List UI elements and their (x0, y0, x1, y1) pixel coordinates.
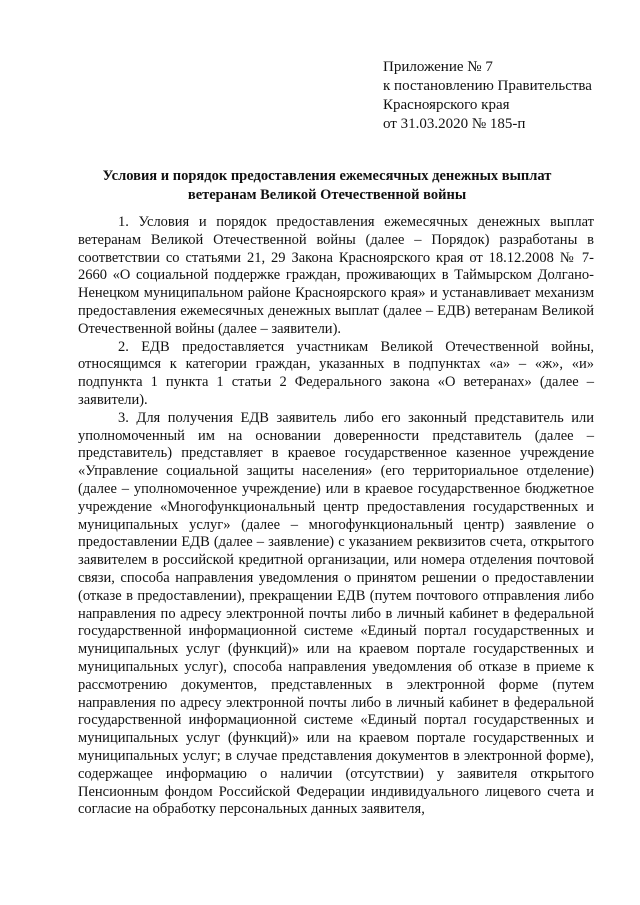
title-line-1: Условия и порядок предоставления ежемесячных денежных выплат (102, 168, 552, 184)
appendix-date: от 31.03.2020 № 185-п (383, 116, 526, 132)
appendix-reference: к постановлению Правительства (383, 78, 592, 94)
document-title (78, 167, 576, 205)
paragraph-1: 1. Условия и порядок предоставления ежемесячных денежных выплат ветеранам Великой Отечественной войны (далее – Порядок) разработаны в соответствии со статьями 21, 29 Закона Красноярского края от 18.12.2008 № 7-2660 «О социальной поддержке граждан, проживающих в Таймырском Долгано-Ненецком муниципальном районе Красноярского края» и устанавливает механизм предоставления ежемесячных денежных выплат (далее – ЕДВ) ветеранам Великой Отечественной войны (далее – заявители). (78, 214, 594, 337)
appendix-header (383, 58, 623, 134)
document-body (78, 214, 594, 819)
appendix-region: Красноярского края (383, 97, 510, 113)
appendix-number: Приложение № 7 (383, 59, 493, 75)
title-line-2: ветеранам Великой Отечественной войны (187, 187, 467, 203)
paragraph-3: 3. Для получения ЕДВ заявитель либо его законный представитель или уполномоченный им на основании доверенности представитель (далее – представитель) представляет в краевое государственное казенное учреждение «Управление социальной защиты населения» (его территориальное отделение) (далее – уполномоченное учреждение) или в краевое государственное бюджетное учреждение «Многофункциональный центр предоставления государственных и муниципальных услуг» (далее – многофункциональный центр) заявление о предоставлении ЕДВ (далее – заявление) с указанием реквизитов счета, открытого заявителем в российской кредитной организации, или номера отделения почтовой связи, способа направления уведомления о принятом решении о предоставлении (отказе в предоставлении), прекращении ЕДВ (путем почтового отправления либо направления по адресу электронной почты либо в личный кабинет в федеральной государственной информационной системе «Единый портал государственных и муниципальных услуг (функций)» или на краевом портале государственных и муниципальных услуг), способа направления уведомления об отказе в приеме к рассмотрению документов, представленных в электронной форме (путем направления по адресу электронной почты либо в личный кабинет в федеральной государственной информационной системе «Единый портал государственных и муниципальных услуг (функций)» или на краевом портале государственных и муниципальных услуг; в случае представления документов в электронной форме), содержащее информацию о наличии (отсутствии) у заявителя открытого Пенсионным фондом Российской Федерации индивидуального лицевого счета и согласие на обработку персональных данных заявителя, (78, 409, 594, 818)
paragraph-2: 2. ЕДВ предоставляется участникам Великой Отечественной войны, относящимся к категории граждан, указанных в подпунктах «а» – «ж», «и» подпункта 1 пункта 1 статьи 2 Федерального закона «О ветеранах» (далее – заявители). (78, 338, 594, 408)
